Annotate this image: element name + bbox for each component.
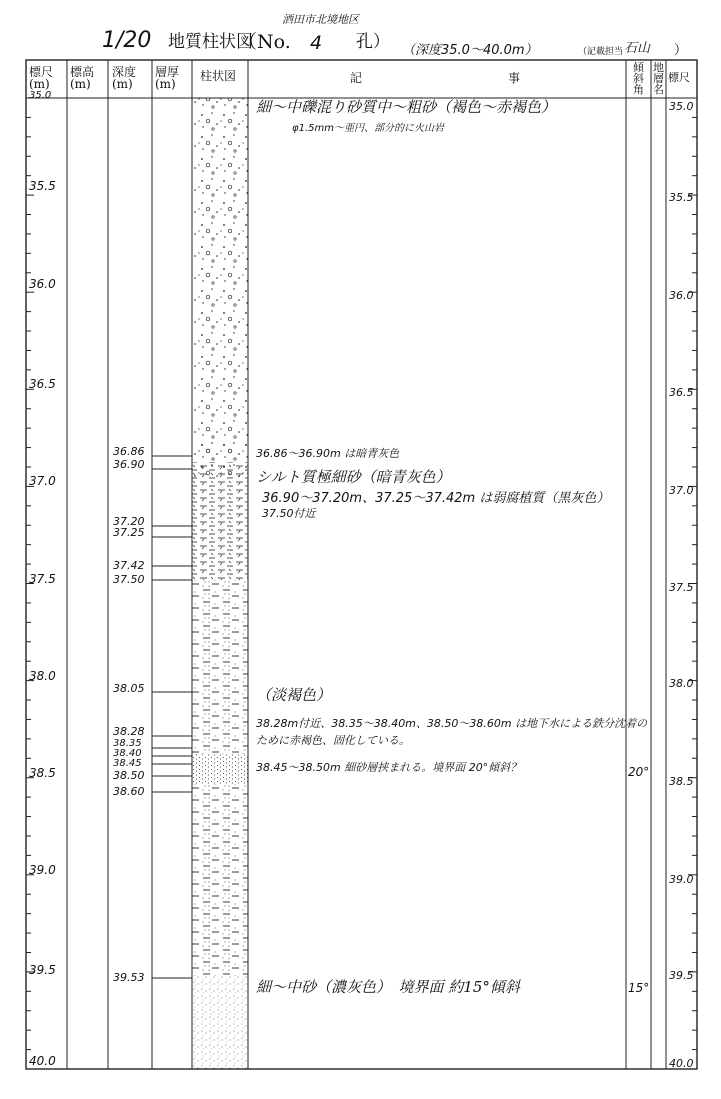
scale-label-left: 39.5 [29, 963, 56, 977]
recorder-label: （記載担当 [578, 47, 624, 57]
litho-transition [192, 440, 248, 454]
header-elevation: 標高 (m) [70, 65, 95, 91]
scale-label-right: 36.5 [669, 386, 694, 399]
scale-label-right: 38.5 [669, 775, 694, 788]
note-text: 細～中砂（濃灰色） 境界面 約15°傾斜 [256, 978, 520, 996]
note-text: シルト質極細砂（暗青灰色） [256, 468, 451, 486]
scale-label-left: 38.0 [29, 669, 56, 683]
litho-thin-sand-layer [192, 754, 248, 784]
header-scale: 標尺 (m) [29, 65, 54, 91]
recorder-close: ） [674, 43, 688, 58]
litho-gravelly-sand [192, 98, 248, 478]
header-column: 柱状図 [200, 69, 237, 83]
scale-label-left: 38.5 [29, 766, 56, 780]
header-depth: 深度 (m) [112, 65, 137, 91]
hole-number: 4 [310, 32, 323, 54]
litho-fine-sand-lower [192, 784, 248, 976]
scale-label-left: 35.5 [29, 179, 56, 193]
scale-label-left: 35.0 [29, 90, 52, 101]
scale-label-right: 35.5 [669, 191, 694, 204]
scale-label-right: 35.0 [669, 100, 694, 113]
scale-label-left: 36.0 [29, 277, 56, 291]
note-text: （淡褐色） [256, 686, 332, 704]
depth-mark: 36.90 [113, 458, 145, 471]
dip-value: 15° [628, 981, 650, 995]
scale-label-left: 36.5 [29, 377, 56, 391]
depth-mark: 37.25 [113, 526, 145, 539]
scale-label-right: 38.0 [669, 677, 694, 690]
hole-suffix: 孔） [356, 32, 390, 52]
depth-mark: 37.20 [113, 515, 145, 528]
note-text: 細～中礫混り砂質中～粗砂（褐色～赤褐色） [256, 98, 557, 116]
scale-label-left: 40.0 [29, 1054, 56, 1068]
depth-mark: 38.40 [113, 748, 142, 759]
depth-range: （深度35.0～40.0m） [402, 43, 538, 58]
note-text: 38.45～38.50m 細砂層挟まれる。境界面 20°傾斜？ [256, 761, 522, 774]
sheet-title: 地質柱状図 [168, 32, 253, 52]
note-text: 38.28m付近、38.35～38.40m、38.50～38.60m は地下水による鉄分沈着の [256, 717, 648, 730]
header-formation: 地 層 名 [653, 61, 664, 96]
location-text: 酒田市北境地区 [282, 13, 359, 26]
depth-mark: 38.28 [113, 725, 145, 738]
scale-ratio: 1/20 [102, 28, 152, 53]
depth-mark: 37.50 [113, 573, 145, 586]
header-dip: 傾 斜 角 [633, 61, 644, 96]
depth-mark: 36.86 [113, 445, 145, 458]
depth-boundary-lines [152, 456, 192, 978]
scale-label-right: 37.0 [669, 484, 694, 497]
depth-mark: 38.35 [113, 738, 142, 749]
scale-label-left: 39.0 [29, 863, 56, 877]
recorder-name: 石山 [624, 41, 651, 56]
note-text: ために赤褐色、固化している。 [256, 734, 410, 747]
scale-label-right: 39.5 [669, 969, 694, 982]
dip-value: 20° [628, 765, 650, 779]
header-scale-right: 標尺 [668, 71, 690, 84]
note-text: 36.90～37.20m、37.25～37.42m は弱腐植質（黒灰色） [262, 491, 610, 506]
scale-label-right: 39.0 [669, 873, 694, 886]
depth-mark: 38.60 [113, 785, 145, 798]
depth-mark: 38.45 [113, 758, 142, 769]
depth-mark: 37.42 [113, 559, 145, 572]
header-thickness: 層厚 (m) [155, 65, 180, 91]
scale-label-left: 37.5 [29, 572, 56, 586]
note-text: 36.86～36.90m は暗青灰色 [256, 447, 400, 460]
litho-medium-sand [192, 976, 248, 1069]
header-notes-ki: 記 [350, 71, 363, 85]
scale-label-right: 37.5 [669, 581, 694, 594]
scale-label-right: 36.0 [669, 289, 694, 302]
litho-fine-sand [192, 580, 248, 754]
scale-label-left: 37.0 [29, 474, 56, 488]
litho-silty-fine-sand [192, 462, 248, 580]
scale-label-right: 40.0 [669, 1057, 694, 1070]
note-text: 37.50付近 [262, 507, 316, 520]
depth-mark: 38.50 [113, 769, 145, 782]
note-text: φ1.5mm～亜円、部分的に火山岩 [292, 123, 444, 134]
header-notes-ji: 事 [508, 71, 521, 85]
number-label: （No. [238, 31, 291, 53]
depth-mark: 39.53 [113, 971, 145, 984]
depth-mark: 38.05 [113, 682, 145, 695]
